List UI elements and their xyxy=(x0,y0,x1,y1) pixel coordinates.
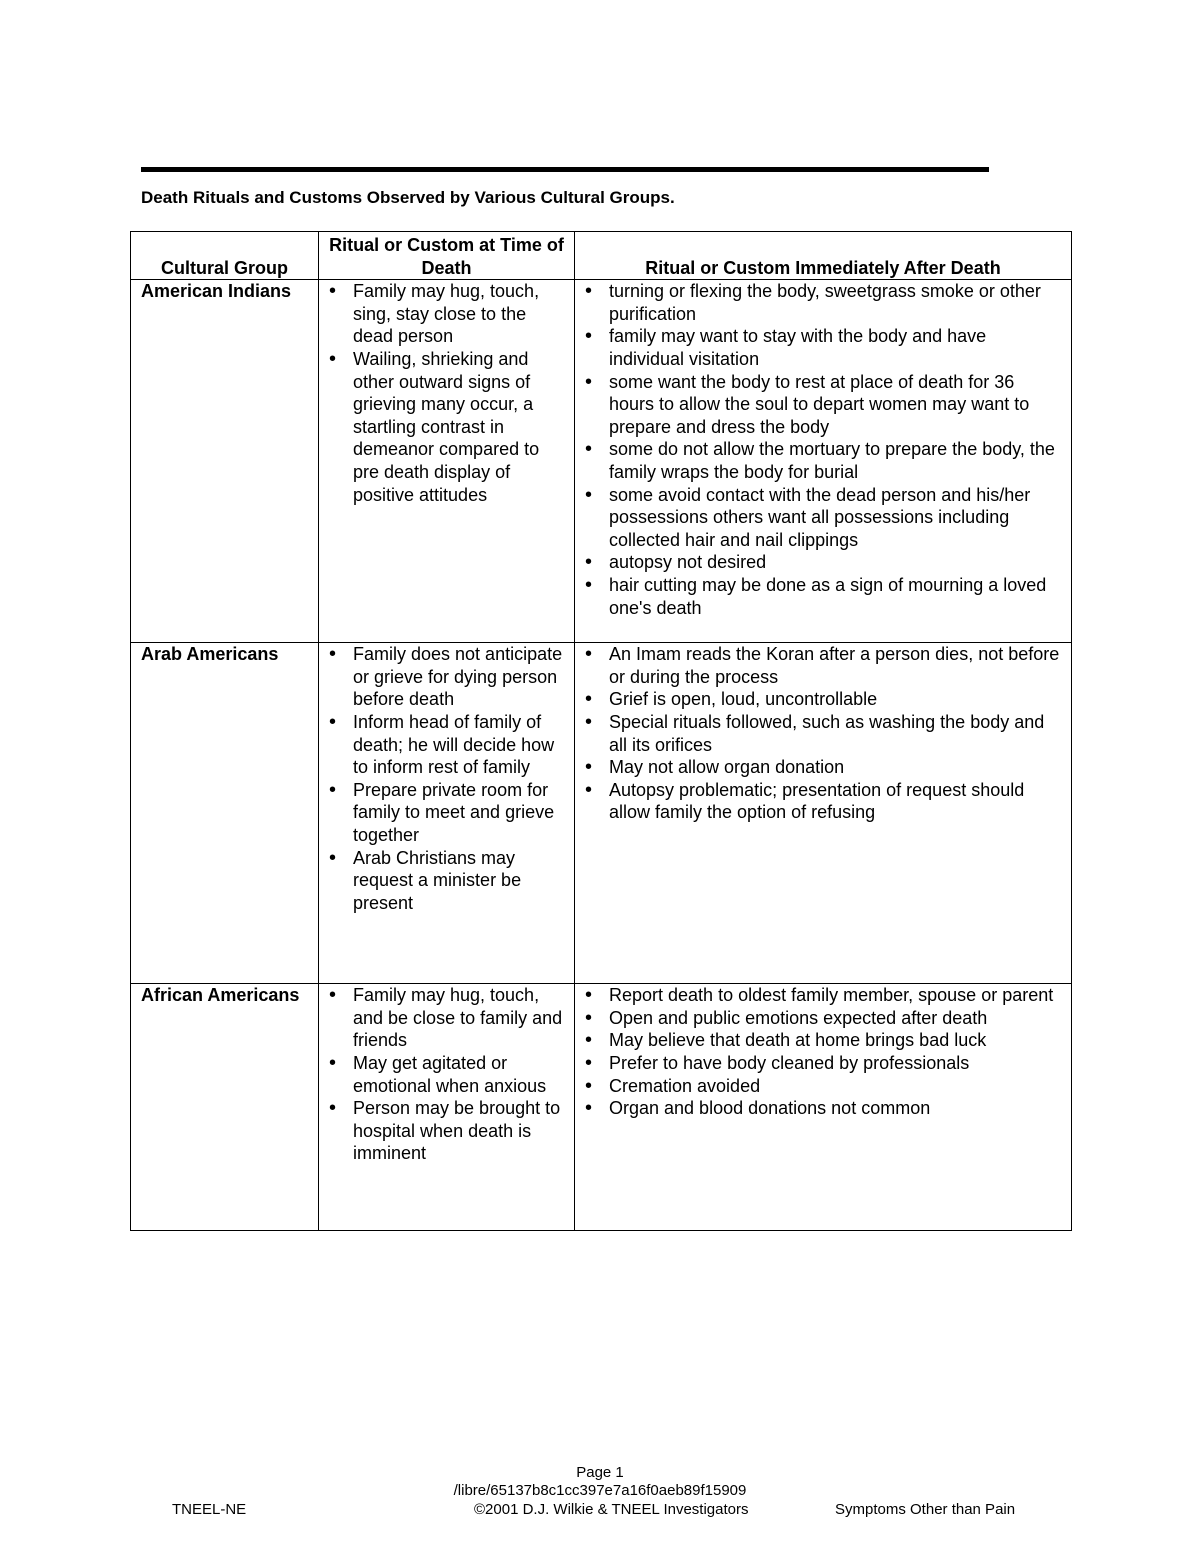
list-item: • Family may hug, touch, and be close to family and friends xyxy=(329,984,564,1052)
list-item: • Open and public emotions expected after death xyxy=(585,1007,1061,1030)
list-item: • Prefer to have body cleaned by professionals xyxy=(585,1052,1061,1075)
list-item: • turning or flexing the body, sweetgrass smoke or other purification xyxy=(585,280,1061,325)
list-item: • autopsy not desired xyxy=(585,551,1061,574)
table-row xyxy=(131,280,1072,643)
list-item: • May get agitated or emotional when anxious xyxy=(329,1052,564,1097)
rituals-table xyxy=(130,231,1072,1231)
footer-path: /libre/65137b8c1cc397e7a16f0aeb89f15909 xyxy=(453,1482,747,1499)
list-item: • Cremation avoided xyxy=(585,1075,1061,1098)
list-item: • An Imam reads the Koran after a person dies, not before or during the process xyxy=(585,643,1061,688)
table-row xyxy=(131,984,1072,1231)
at-time-cell xyxy=(319,280,575,643)
list-item: • Inform head of family of death; he will decide how to inform rest of family xyxy=(329,711,564,779)
list-item: • some do not allow the mortuary to prepare the body, the family wraps the body for burial xyxy=(585,438,1061,483)
list-item: • Grief is open, loud, uncontrollable xyxy=(585,688,1061,711)
header-after-death: Ritual or Custom Immediately After Death xyxy=(575,232,1072,280)
after-cell xyxy=(575,280,1072,643)
list-item: • Person may be brought to hospital when death is imminent xyxy=(329,1097,564,1165)
list-item: • some want the body to rest at place of death for 36 hours to allow the soul to depart women may want to prepare and dress the body xyxy=(585,371,1061,439)
list-item: • Arab Christians may request a minister be present xyxy=(329,847,564,915)
list-item: • hair cutting may be done as a sign of mourning a loved one's death xyxy=(585,574,1061,619)
group-cell xyxy=(131,280,319,643)
list-item: • Report death to oldest family member, spouse or parent xyxy=(585,984,1061,1007)
group-name: African Americans xyxy=(141,985,300,1006)
group-name: American Indians xyxy=(141,281,292,302)
after-cell xyxy=(575,643,1072,984)
group-cell xyxy=(131,643,319,984)
footer-right-label: Symptoms Other than Pain xyxy=(835,1501,1016,1518)
table-row xyxy=(131,643,1072,984)
list-item: • Family may hug, touch, sing, stay close to the dead person xyxy=(329,280,564,348)
at-time-cell xyxy=(319,984,575,1231)
at-time-cell xyxy=(319,643,575,984)
document-title: Death Rituals and Customs Observed by Various Cultural Groups. xyxy=(141,188,675,207)
header-at-time-of-death: Ritual or Custom at Time of Death xyxy=(319,232,575,280)
group-cell xyxy=(131,984,319,1231)
list-item: • May believe that death at home brings bad luck xyxy=(585,1029,1061,1052)
footer-page-number: Page 1 xyxy=(576,1464,624,1481)
list-item: • Organ and blood donations not common xyxy=(585,1097,1061,1120)
list-item: • Autopsy problematic; presentation of request should allow family the option of refusing xyxy=(585,779,1061,824)
group-name: Arab Americans xyxy=(141,644,279,665)
list-item: • Wailing, shrieking and other outward signs of grieving many occur, a startling contrast in demeanor compared to pre death display of positive attitudes xyxy=(329,348,564,506)
top-rule xyxy=(141,167,989,172)
table-header-row xyxy=(131,232,1072,280)
list-item: • Family does not anticipate or grieve for dying person before death xyxy=(329,643,564,711)
list-item: • some avoid contact with the dead person and his/her possessions others want all possessions including collected hair and nail clippings xyxy=(585,484,1061,552)
after-cell xyxy=(575,984,1072,1231)
list-item: • family may want to stay with the body and have individual visitation xyxy=(585,325,1061,370)
footer-left-label: TNEEL-NE xyxy=(172,1501,247,1518)
list-item: • Special rituals followed, such as washing the body and all its orifices xyxy=(585,711,1061,756)
footer-copyright: ©2001 D.J. Wilkie & TNEEL Investigators xyxy=(474,1501,749,1518)
list-item: • Prepare private room for family to meet and grieve together xyxy=(329,779,564,847)
list-item: • May not allow organ donation xyxy=(585,756,1061,779)
header-cultural-group: Cultural Group xyxy=(131,232,319,280)
